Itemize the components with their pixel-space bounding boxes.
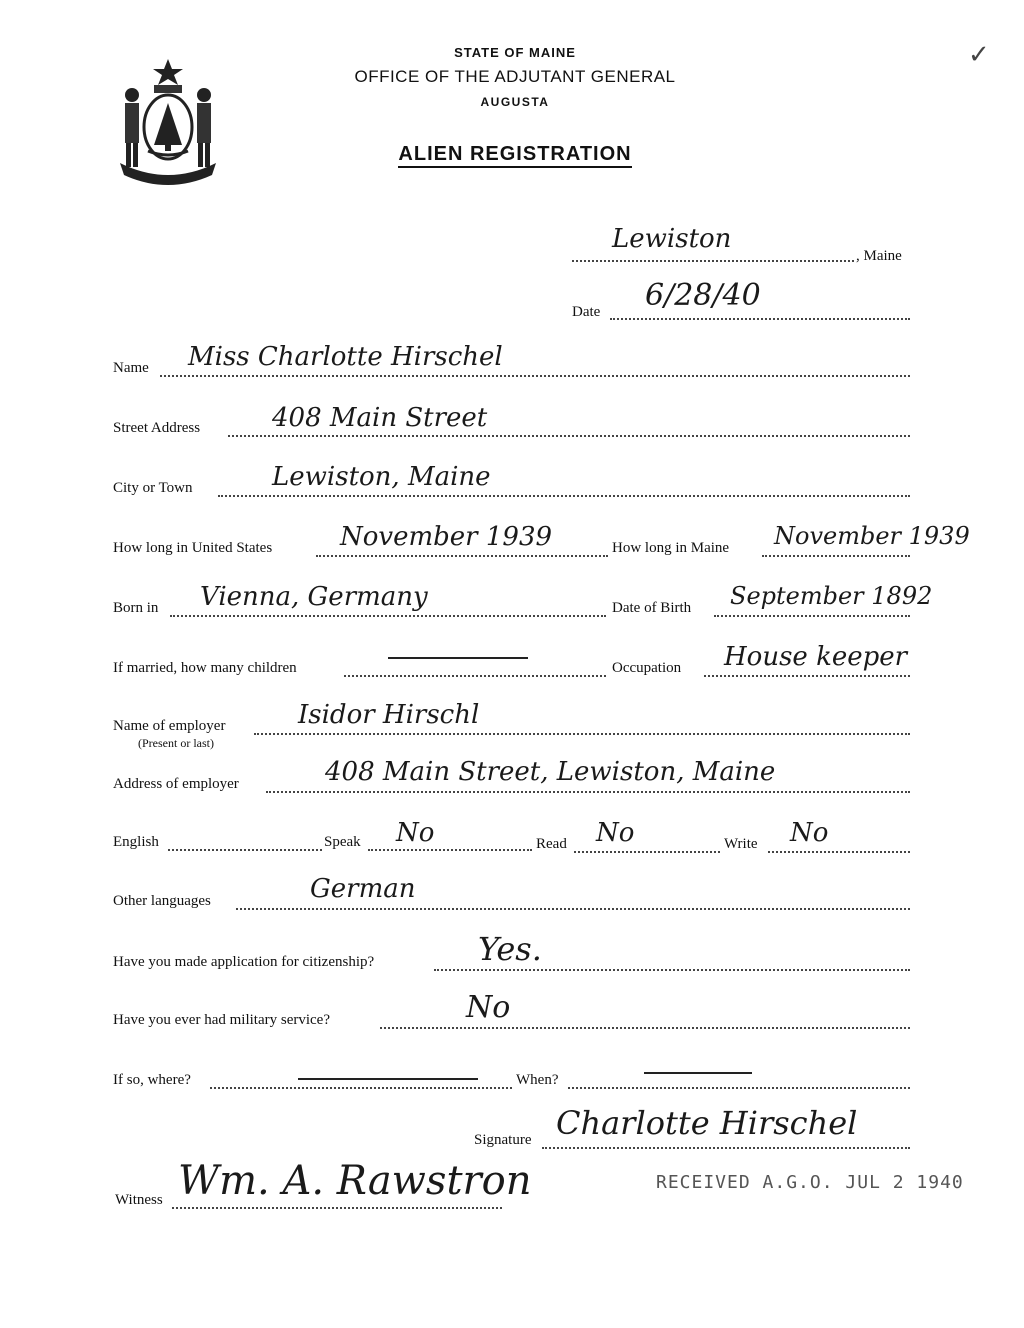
city-label: City or Town: [113, 480, 193, 496]
date-label: Date: [572, 304, 601, 320]
how-long-us-line: [316, 555, 608, 557]
occupation-line: [704, 675, 910, 677]
street-address-label: Street Address: [113, 420, 201, 436]
signature-value: Charlotte Hirschel: [556, 1104, 858, 1142]
employer-sublabel: (Present or last): [138, 736, 214, 750]
seal-banner-text: MAINE: [151, 163, 185, 174]
state-seal: [112, 55, 224, 185]
when-line: [568, 1087, 910, 1089]
speak-value: No: [396, 818, 435, 848]
employer-value: Isidor Hirschl: [298, 700, 480, 730]
how-long-us-value: November 1939: [340, 522, 553, 552]
born-in-line: [170, 615, 606, 617]
children-dash: [388, 657, 528, 659]
witness-label: Witness: [115, 1192, 163, 1208]
city-value: Lewiston, Maine: [272, 462, 491, 492]
employer-line: [254, 733, 910, 735]
citizenship-label: Have you made application for citizenship?: [113, 954, 375, 970]
citizenship-value: Yes.: [478, 930, 542, 968]
where-dash: [298, 1078, 478, 1080]
dob-line: [714, 615, 910, 617]
place-suffix: , Maine: [856, 248, 902, 264]
form-title: ALIEN REGISTRATION: [300, 143, 730, 166]
street-address-value: 408 Main Street: [272, 403, 488, 433]
how-long-maine-value: November 1939: [774, 522, 970, 550]
how-long-us-label: How long in United States: [113, 540, 273, 556]
employer-address-value: 408 Main Street, Lewiston, Maine: [325, 757, 776, 787]
military-line: [380, 1027, 910, 1029]
english-line: [168, 849, 322, 851]
read-value: No: [596, 818, 635, 848]
dob-value: September 1892: [730, 582, 933, 610]
date-value: 6/28/40: [645, 278, 761, 313]
employer-address-label: Address of employer: [113, 776, 239, 792]
other-languages-value: German: [310, 874, 416, 904]
header-state: STATE OF MAINE: [454, 45, 576, 60]
occupation-label: Occupation: [612, 660, 682, 676]
write-line: [768, 851, 910, 853]
how-long-maine-line: [762, 555, 910, 557]
witness-value: Wm. A. Rawstron: [178, 1158, 532, 1204]
military-label: Have you ever had military service?: [113, 1012, 330, 1028]
when-label: When?: [516, 1072, 559, 1088]
born-in-label: Born in: [113, 600, 159, 616]
english-label: English: [113, 834, 159, 850]
read-label: Read: [536, 836, 567, 852]
place-line: [572, 260, 854, 262]
city-line: [218, 495, 910, 497]
other-languages-label: Other languages: [113, 893, 211, 909]
children-label: If married, how many children: [113, 660, 297, 676]
street-address-line: [228, 435, 910, 437]
name-line: [160, 375, 910, 377]
write-value: No: [790, 818, 829, 848]
witness-line: [172, 1207, 502, 1209]
other-languages-line: [236, 908, 910, 910]
when-dash: [644, 1072, 752, 1074]
military-value: No: [466, 990, 511, 1025]
signature-line: [542, 1147, 910, 1149]
received-stamp: RECEIVED A.G.O. JUL 2 1940: [656, 1172, 964, 1193]
born-in-value: Vienna, Germany: [200, 582, 428, 612]
how-long-maine-label: How long in Maine: [612, 540, 730, 556]
employer-address-line: [266, 791, 910, 793]
read-line: [574, 851, 720, 853]
citizenship-line: [434, 969, 910, 971]
date-line: [610, 318, 910, 320]
occupation-value: House keeper: [724, 642, 908, 672]
children-line: [344, 675, 606, 677]
where-line: [210, 1087, 512, 1089]
write-label: Write: [724, 836, 758, 852]
name-label: Name: [113, 360, 149, 376]
place-value: Lewiston: [612, 224, 732, 254]
speak-label: Speak: [324, 834, 361, 850]
header-office: OFFICE OF THE ADJUTANT GENERAL: [354, 67, 676, 86]
dob-label: Date of Birth: [612, 600, 692, 616]
check-mark-icon: ✓: [968, 40, 990, 69]
header-city: AUGUSTA: [480, 95, 550, 109]
name-value: Miss Charlotte Hirschel: [188, 342, 503, 372]
speak-line: [368, 849, 532, 851]
employer-label: Name of employer: [113, 718, 226, 734]
signature-label: Signature: [474, 1132, 532, 1148]
where-label: If so, where?: [113, 1072, 191, 1088]
